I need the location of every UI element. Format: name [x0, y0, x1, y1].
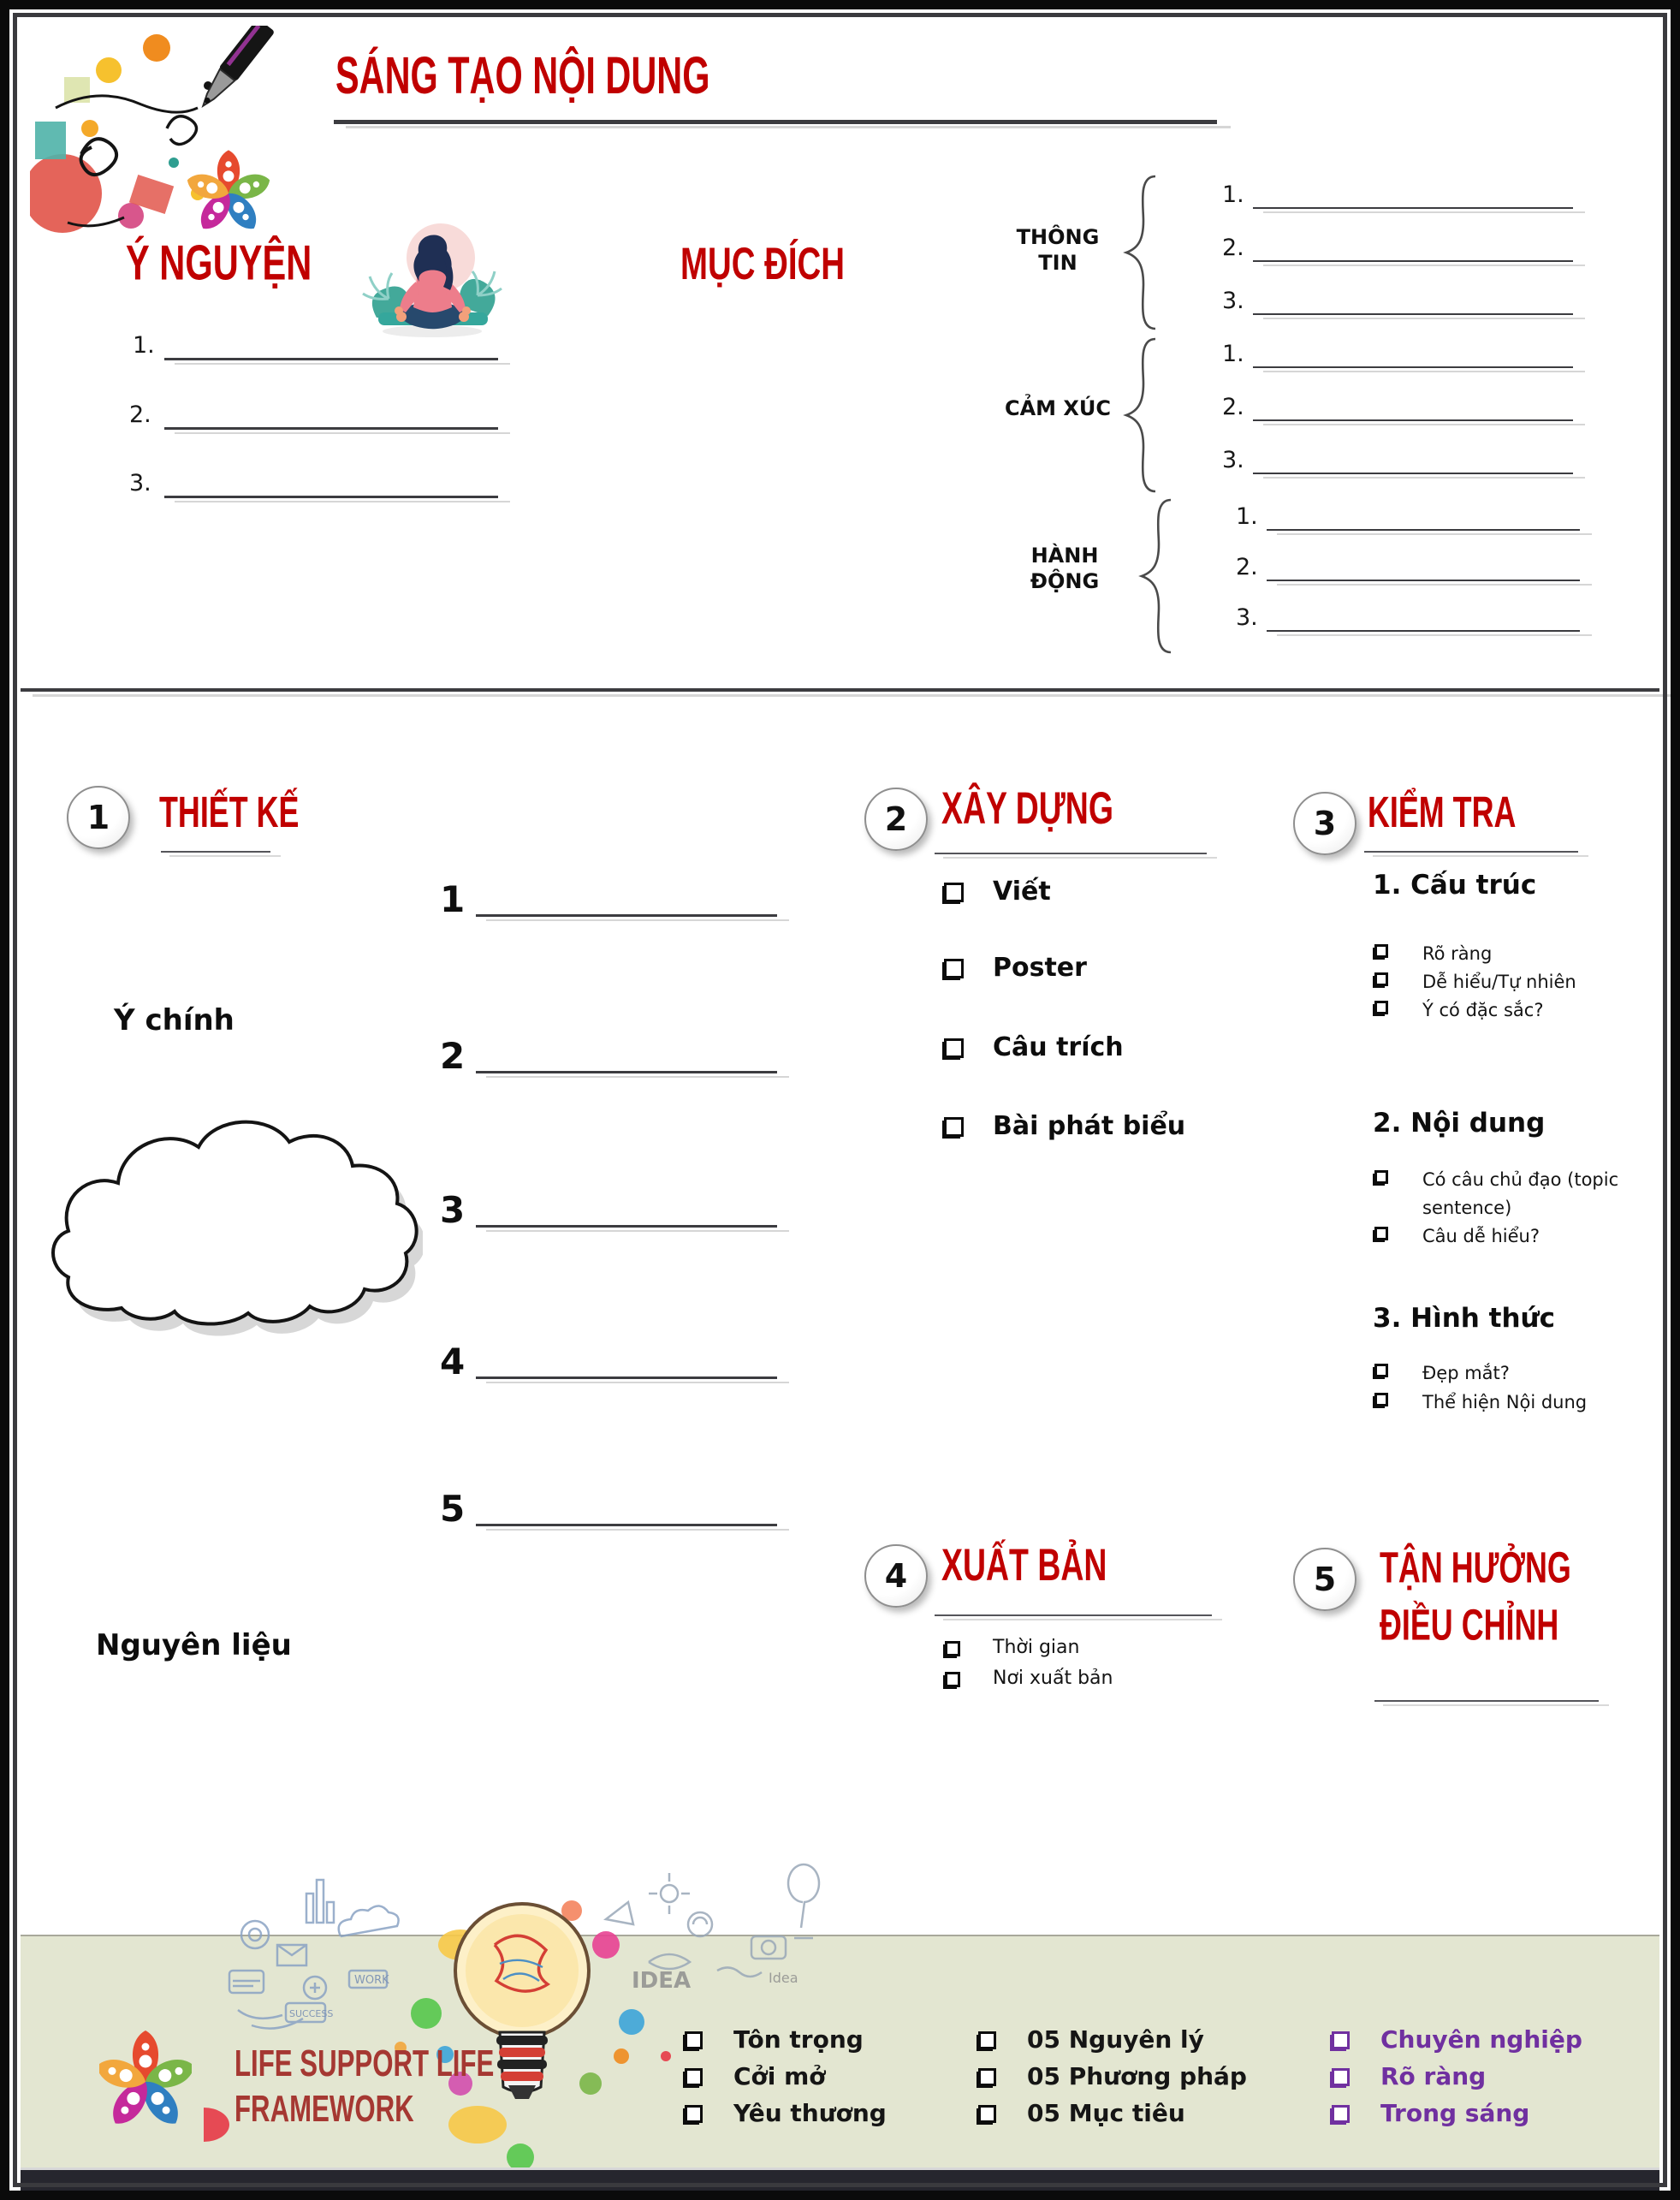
publish-title-underline — [935, 1614, 1212, 1616]
framework-brand — [234, 2039, 567, 2130]
check-item — [1374, 1166, 1635, 1222]
design-title: THIẾT KẾ — [159, 787, 300, 836]
footer-value-item — [685, 2025, 864, 2054]
section-divider — [21, 688, 1659, 692]
creative-art-illustration — [30, 26, 295, 244]
writing-line[interactable] — [1253, 419, 1573, 421]
build-item — [944, 1111, 1185, 1141]
writing-line[interactable] — [1267, 529, 1580, 531]
check-item — [1374, 1388, 1587, 1417]
creative-art-logo — [30, 26, 295, 244]
purpose-group-label-cam-xuc: CẢM XÚC — [1004, 396, 1112, 420]
enjoy-title — [1380, 1539, 1571, 1654]
check-item-label: Có câu chủ đạo (topic sentence) — [1422, 1169, 1619, 1218]
footer-item-label: Trong sáng — [1380, 2099, 1530, 2127]
check-title: KIỂM TRA — [1368, 787, 1517, 836]
purpose-title: MỤC ĐÍCH — [680, 239, 845, 290]
brand-line2: FRAMEWORK — [234, 2088, 414, 2130]
meditation-illustration — [358, 217, 508, 345]
footer-item-label: Cởi mở — [733, 2062, 826, 2090]
step-number: 5 — [1313, 1561, 1337, 1598]
footer-value-item — [685, 2099, 887, 2127]
checkbox-icon[interactable] — [978, 2105, 996, 2123]
aspiration-line-number: 1. — [133, 332, 155, 359]
writing-line[interactable] — [1267, 630, 1580, 632]
check-subsection-title: 1. Cấu trúc — [1373, 870, 1537, 901]
design-line-number: 5 — [440, 1488, 466, 1530]
check-item — [1374, 940, 1492, 968]
footer-quality-item — [1332, 2099, 1529, 2127]
writing-line[interactable] — [476, 914, 777, 917]
footer-quality-item — [1332, 2062, 1486, 2090]
check-title-underline — [1364, 851, 1578, 853]
checkbox-icon[interactable] — [1332, 2068, 1350, 2086]
checkbox-icon[interactable] — [1374, 1170, 1388, 1184]
step-number: 1 — [86, 799, 110, 836]
footer-method-item — [978, 2025, 1204, 2054]
checkbox-icon[interactable] — [685, 2105, 703, 2123]
step-number-badge — [1293, 1548, 1356, 1611]
design-line-number: 4 — [440, 1341, 466, 1382]
checkbox-icon[interactable] — [1374, 1364, 1388, 1377]
design-line-number: 3 — [440, 1189, 466, 1231]
brand-line1: LIFE SUPPORT LIFE — [234, 2042, 495, 2084]
checkbox-icon[interactable] — [1374, 972, 1388, 986]
main-idea-label: Ý chính — [114, 1003, 234, 1038]
checkbox-icon[interactable] — [944, 883, 964, 902]
footer-item-label: Chuyên nghiệp — [1380, 2025, 1582, 2054]
check-item-label: Rõ ràng — [1422, 943, 1493, 964]
checkbox-icon[interactable] — [685, 2031, 703, 2049]
step-number: 4 — [884, 1557, 908, 1595]
writing-line[interactable] — [476, 1071, 777, 1073]
lsl-flower-logo — [99, 2017, 192, 2137]
writing-line[interactable] — [1253, 473, 1573, 474]
footer-item-label: Yêu thương — [733, 2099, 887, 2127]
publish-title: XUẤT BẢN — [941, 1540, 1107, 1591]
writing-line[interactable] — [1253, 366, 1573, 368]
footer-item-label: 05 Mục tiêu — [1027, 2099, 1185, 2127]
build-item-label: Câu trích — [993, 1032, 1124, 1062]
publish-item-label: Nơi xuất bản — [993, 1668, 1113, 1689]
checkbox-icon[interactable] — [685, 2068, 703, 2086]
purpose-line-number: 3. — [1222, 447, 1244, 473]
purpose-group-label-hanh-dong: HÀNH ĐỘNG — [1030, 544, 1100, 593]
page-title: SÁNG TẠO NỘI DUNG — [335, 45, 710, 105]
enjoy-title-underline — [1374, 1700, 1599, 1702]
checkbox-icon[interactable] — [944, 1117, 964, 1137]
footer-quality-item — [1332, 2025, 1582, 2054]
footer-method-item — [978, 2062, 1247, 2090]
purpose-line-number: 2. — [1236, 554, 1258, 580]
checkbox-icon[interactable] — [978, 2068, 996, 2086]
design-line-number: 2 — [440, 1035, 466, 1077]
check-subsection-title: 2. Nội dung — [1373, 1108, 1546, 1139]
checkbox-icon[interactable] — [1374, 1227, 1388, 1240]
title-underline — [334, 120, 1217, 124]
writing-line[interactable] — [1253, 207, 1573, 209]
footer-item-label: 05 Nguyên lý — [1027, 2025, 1204, 2054]
check-item — [1374, 996, 1544, 1025]
check-item-label: Đẹp mắt? — [1422, 1363, 1510, 1383]
enjoy-title-line2: ĐIỀU CHỈNH — [1380, 1600, 1559, 1650]
aspiration-line-number: 3. — [129, 470, 151, 496]
idea-cloud-shape[interactable] — [39, 1094, 423, 1351]
checkbox-icon[interactable] — [945, 1641, 960, 1656]
purpose-line-number: 3. — [1222, 288, 1244, 314]
writing-line[interactable] — [476, 1524, 777, 1526]
purpose-line-number: 1. — [1236, 503, 1258, 530]
step-number-badge — [864, 1544, 928, 1608]
step-number: 3 — [1313, 805, 1337, 842]
checkbox-icon[interactable] — [1374, 1393, 1388, 1406]
design-line-number: 1 — [440, 878, 466, 920]
brace-icon — [1113, 336, 1159, 495]
materials-label: Nguyên liệu — [96, 1628, 292, 1662]
step-number-badge — [1293, 792, 1356, 855]
step-number: 2 — [884, 800, 908, 838]
writing-line[interactable] — [1253, 313, 1573, 315]
check-subsection-title: 3. Hình thức — [1373, 1303, 1555, 1334]
footer-item-label: Tôn trọng — [733, 2025, 864, 2054]
enjoy-title-line1: TẬN HƯỞNG — [1380, 1543, 1571, 1592]
purpose-group-label-thong-tin: THÔNG TIN — [1016, 225, 1100, 275]
purpose-line-number: 1. — [1222, 181, 1244, 208]
writing-line[interactable] — [1253, 260, 1573, 262]
brace-icon — [1128, 496, 1174, 656]
footer-value-item — [685, 2062, 826, 2090]
footer-item-label: Rõ ràng — [1380, 2062, 1487, 2090]
check-item-label: Dễ hiểu/Tự nhiên — [1422, 972, 1576, 992]
checkbox-icon[interactable] — [944, 959, 964, 978]
step-number-badge — [67, 786, 130, 849]
writing-line[interactable] — [476, 1376, 777, 1379]
check-item — [1374, 1222, 1540, 1251]
design-title-underline — [161, 851, 270, 853]
collage-word: SUCCESS — [289, 2008, 334, 2019]
checkbox-icon[interactable] — [944, 1038, 964, 1058]
checkbox-icon[interactable] — [945, 1672, 960, 1687]
checkbox-icon[interactable] — [1332, 2031, 1350, 2049]
build-item — [944, 877, 1051, 907]
collage-word: Idea — [769, 1970, 798, 1986]
build-item-label: Bài phát biểu — [993, 1111, 1186, 1141]
collage-word: WORK — [354, 1974, 389, 1987]
checkbox-icon[interactable] — [1332, 2105, 1350, 2123]
writing-line[interactable] — [164, 358, 498, 360]
footer-item-label: 05 Phương pháp — [1027, 2062, 1247, 2090]
purpose-line-number: 3. — [1236, 604, 1258, 631]
check-item-label: Thể hiện Nội dung — [1422, 1392, 1588, 1412]
collage-word: IDEA — [632, 1968, 692, 1994]
purpose-line-number: 2. — [1222, 394, 1244, 420]
purpose-line-number: 2. — [1222, 235, 1244, 261]
bottom-bar — [21, 2167, 1659, 2194]
aspiration-line-number: 2. — [129, 401, 151, 428]
flower-logo-icon — [184, 150, 273, 235]
writing-line[interactable] — [164, 496, 498, 498]
writing-line[interactable] — [164, 427, 498, 430]
check-item-label: Ý có đặc sắc? — [1422, 1000, 1544, 1020]
check-item — [1374, 1359, 1510, 1388]
build-item-label: Poster — [993, 953, 1087, 983]
build-item — [944, 1032, 1124, 1062]
writing-line[interactable] — [1267, 580, 1580, 581]
step-number-badge — [864, 788, 928, 851]
publish-item-label: Thời gian — [993, 1637, 1080, 1658]
checkbox-icon[interactable] — [1374, 1001, 1388, 1014]
checkbox-icon[interactable] — [1374, 944, 1388, 958]
footer-method-item — [978, 2099, 1185, 2127]
build-item-label: Viết — [993, 877, 1051, 907]
publish-item — [945, 1668, 1113, 1689]
writing-line[interactable] — [476, 1225, 777, 1228]
brace-icon — [1113, 173, 1159, 332]
check-item-label: Câu dễ hiểu? — [1422, 1226, 1540, 1246]
checkbox-icon[interactable] — [978, 2031, 996, 2049]
check-item — [1374, 968, 1576, 996]
build-item — [944, 953, 1087, 983]
aspiration-title: Ý NGUYỆN — [126, 235, 312, 291]
build-title: XÂY DỰNG — [941, 783, 1113, 835]
build-title-underline — [935, 853, 1207, 854]
publish-item — [945, 1637, 1079, 1658]
purpose-line-number: 1. — [1222, 341, 1244, 367]
